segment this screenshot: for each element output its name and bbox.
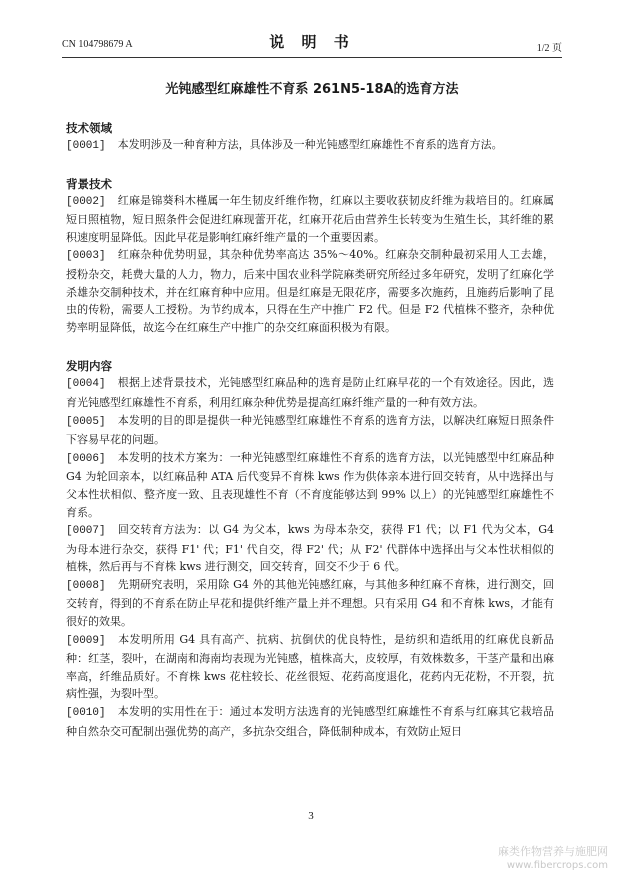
paragraph-text: 本发明的实用性在于：通过本发明方法选育的光钝感型红麻雄性不育系与红麻其它栽培品种自然杂交可配制出强优势的高产，多抗杂交组合，降低制种成本，有效防止短日 (66, 705, 554, 738)
document-type: 说 明 书 (269, 33, 355, 51)
page-header (62, 30, 562, 54)
paragraph-0003 (66, 246, 554, 336)
paragraph-number: [0002] (66, 195, 106, 208)
paragraph-number: [0004] (66, 378, 106, 391)
document-title: 光钝感型红麻雄性不育系 261N5-18A的选育方法 (165, 82, 459, 97)
paragraph-number: [0010] (66, 707, 106, 720)
paragraph-text: 本发明所用 G4 具有高产、抗病、抗倒伏的优良特性，是纺织和造纸用的红麻优良新品种：红茎，裂叶，在湖南和海南均表现为光钝感，植株高大，皮较厚，有效株数多，干茎产量和出麻率高，纤维品质好。不育株 kws 花柱较长、花丝很短、花药高度退化，花药内无花粉，不开裂，抗病性强，为裂叶型。 (66, 632, 554, 701)
watermark-url: www.fibercrops.com (506, 860, 608, 871)
section-heading-summary: 发明内容 (66, 359, 112, 374)
paragraph-text: 本发明的技术方案为：一种光钝感型红麻雄性不育系的选育方法，以光钝感型中红麻品种 G4 为轮回亲本，以红麻品种 ATA 后代变异不育株 kws 作为供体亲本进行回交转育，从中选择出与父本性状相似、整齐度一致、且表现雄性不育（不育度能够达到 99% 以上）的光钝感型红麻雄性不育系。 (66, 450, 554, 519)
paragraph-0009 (66, 631, 554, 703)
paragraph-0008 (66, 576, 554, 631)
paragraph-0001 (66, 136, 554, 156)
section-heading-background: 背景技术 (66, 176, 112, 191)
paragraph-0006 (66, 449, 554, 521)
paragraph-text: 先期研究表明，采用除 G4 外的其他光钝感红麻，与其他多种红麻不育株，进行测交，回交转育，得到的不育系在防止早花和提供纤维产量上并不理想。只有采用 G4 和不育株 kws，才能有很好的效果。 (66, 577, 554, 629)
paragraph-0004 (66, 374, 554, 411)
paragraph-number: [0007] (66, 525, 106, 538)
paragraph-text: 本发明的目的即是提供一种光钝感型红麻雄性不育系的选育方法，以解决红麻短日照条件下容易早花的问题。 (66, 413, 554, 447)
paragraph-0010 (66, 703, 554, 740)
document-body (66, 120, 554, 740)
page-info: 1/2 页 (536, 43, 562, 54)
paragraph-text: 回交转育方法为：以 G4 为父本，kws 为母本杂交，获得 F1 代；以 F1 代为父本，G4 为母本进行杂交，获得 F1' 代；F1' 代自交，得 F2' 代；从 F2' 代群体中选择出与父本性状相似的植株，然后再与不育株 kws 进行测交，回交转育，回交不少于 6 代。 (66, 523, 554, 574)
paragraph-0005 (66, 412, 554, 449)
paragraph-text: 根据上述背景技术，光钝感型红麻品种的选育是防止红麻早花的一个有效途径。因此，选育光钝感型红麻雄性不育系，利用红麻杂种优势是提高红麻纤维产量的一种有效方法。 (66, 376, 554, 409)
section-heading-technical-field: 技术领域 (66, 121, 112, 135)
watermark-site-name: 麻类作物营养与施肥网 (498, 845, 608, 858)
paragraph-number: [0006] (66, 452, 106, 465)
paragraph-text: 本发明涉及一种育种方法，具体涉及一种光钝感型红麻雄性不育系的选育方法。 (117, 138, 503, 151)
header-divider (62, 57, 562, 58)
patent-number: CN 104798679 A (62, 39, 133, 50)
paragraph-number: [0005] (66, 415, 106, 428)
paragraph-number: [0003] (66, 250, 106, 263)
watermark (498, 845, 608, 873)
paragraph-text: 红麻是锦葵科木槿属一年生韧皮纤维作物，红麻以主要收获韧皮纤维为栽培目的。红麻属短日照植物，短日照条件会促进红麻现蕾开花，红麻开花后由营养生长转变为生殖生长，其纤维的累积速度明显降低。因此早花是影响红麻纤维产量的一个重要因素。 (66, 193, 554, 244)
paragraph-text: 红麻杂种优势明显，其杂种优势率高达 35%～40%。红麻杂交制种最初采用人工去雄，授粉杂交，耗费大量的人力，物力，后来中国农业科学院麻类研究所经过多年研究，发明了红麻化学杀雄杂交制种技术，并在红麻育种中应用。但是红麻是无限花序，需要多次施药，且施药后影响了昆虫的传粉，需要人工授粉。为节约成本，只得在生产中推广 F2 代。但是 F2 代植株不整齐，杂种优势率明显降低，故迄今在红麻生产中推广的杂交红麻面积极为有限。 (66, 248, 554, 334)
paragraph-number: [0001] (66, 140, 106, 152)
page-number: 3 (308, 810, 314, 822)
paragraph-number: [0009] (66, 634, 106, 647)
paragraph-0002 (66, 192, 554, 247)
paragraph-0007 (66, 521, 554, 576)
paragraph-number: [0008] (66, 579, 106, 592)
